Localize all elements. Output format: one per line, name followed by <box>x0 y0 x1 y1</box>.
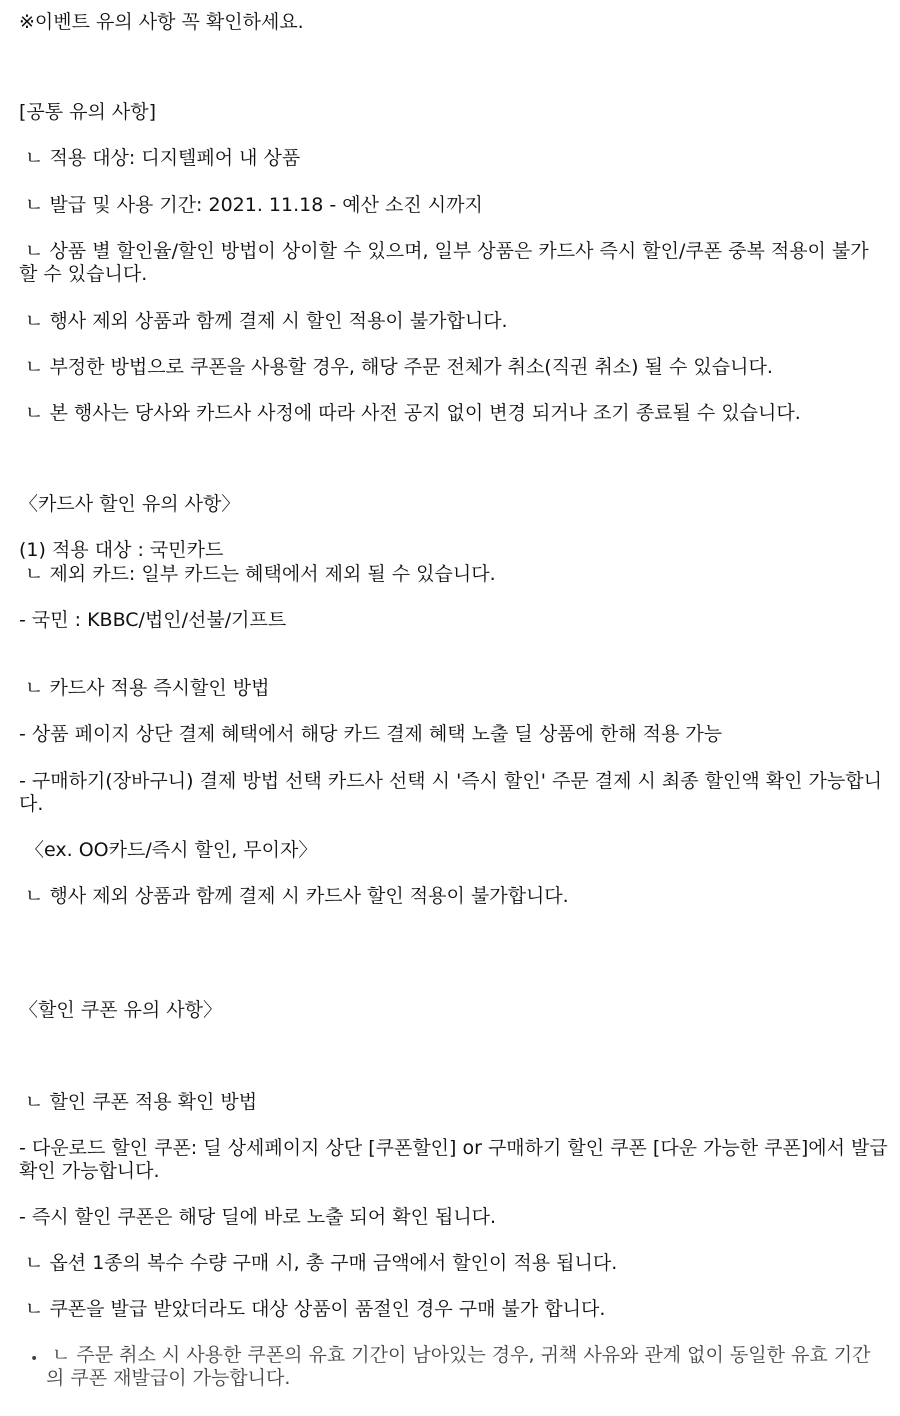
coupon-option: ㄴ 옵션 1종의 복수 수량 구매 시, 총 구매 금액에서 할인이 적용 됩니다. <box>19 1252 618 1274</box>
card-example: 〈ex. OO카드/즉시 할인, 무이자〉 <box>19 839 318 861</box>
common-item-discount: ㄴ 상품 별 할인율/할인 방법이 상이할 수 있으며, 일부 상품은 카드사 즉시 할인/쿠폰 중복 적용이 불가 할 수 있습니다. <box>19 240 875 285</box>
coupon-soldout: ㄴ 쿠폰을 발급 받았더라도 대상 상품이 품절인 경우 구매 불가 합니다. <box>19 1298 606 1320</box>
card-excluded: ㄴ 제외 카드: 일부 카드는 혜택에서 제외 될 수 있습니다. <box>19 563 496 585</box>
common-item-exclusion: ㄴ 행사 제외 상품과 함께 결제 시 할인 적용이 불가합니다. <box>19 310 508 332</box>
common-heading: [공통 유의 사항] <box>19 101 157 123</box>
card-method-1: - 상품 페이지 상단 결제 혜택에서 해당 카드 결제 혜택 노출 딜 상품에 한해 적용 가능 <box>19 723 723 745</box>
notice-title: ※이벤트 유의 사항 꼭 확인하세요. <box>19 11 304 33</box>
card-target: (1) 적용 대상 : 국민카드 <box>19 539 224 561</box>
list-bullet-icon: • <box>30 1351 39 1367</box>
card-method-title: ㄴ 카드사 적용 즉시할인 방법 <box>19 677 270 699</box>
card-heading: 〈카드사 할인 유의 사항〉 <box>19 493 241 515</box>
coupon-reissue: ㄴ 주문 취소 시 사용한 쿠폰의 유효 기간이 남아있는 경우, 귀책 사유와 관계 없이 동일한 유효 기간의 쿠폰 재발급이 가능합니다. <box>46 1344 871 1389</box>
common-item-change: ㄴ 본 행사는 당사와 카드사 사정에 따라 사전 공지 없이 변경 되거나 조기 종료될 수 있습니다. <box>19 402 801 424</box>
coupon-download: - 다운로드 할인 쿠폰: 딜 상세페이지 상단 [쿠폰할인] or 구매하기 할인 쿠폰 [다운 가능한 쿠폰]에서 발급 확인 가능합니다. <box>19 1137 894 1182</box>
card-method-2: - 구매하기(장바구니) 결제 방법 선택 카드사 선택 시 '즉시 할인' 주문 결제 시 최종 할인액 확인 가능합니다. <box>19 770 882 815</box>
card-exclusion: ㄴ 행사 제외 상품과 함께 결제 시 카드사 할인 적용이 불가합니다. <box>19 885 569 907</box>
common-item-fraud: ㄴ 부정한 방법으로 쿠폰을 사용할 경우, 해당 주문 전체가 취소(직권 취소) 될 수 있습니다. <box>19 356 773 378</box>
common-item-period: ㄴ 발급 및 사용 기간: 2021. 11.18 - 예산 소진 시까지 <box>19 194 483 216</box>
card-kookmin: - 국민 : KBBC/법인/선불/기프트 <box>19 609 287 631</box>
common-item-target: ㄴ 적용 대상: 디지텔페어 내 상품 <box>19 147 301 169</box>
coupon-instant: - 즉시 할인 쿠폰은 해당 딜에 바로 노출 되어 확인 됩니다. <box>19 1206 497 1228</box>
coupon-method-title: ㄴ 할인 쿠폰 적용 확인 방법 <box>19 1091 258 1113</box>
coupon-heading: 〈할인 쿠폰 유의 사항〉 <box>19 999 222 1021</box>
